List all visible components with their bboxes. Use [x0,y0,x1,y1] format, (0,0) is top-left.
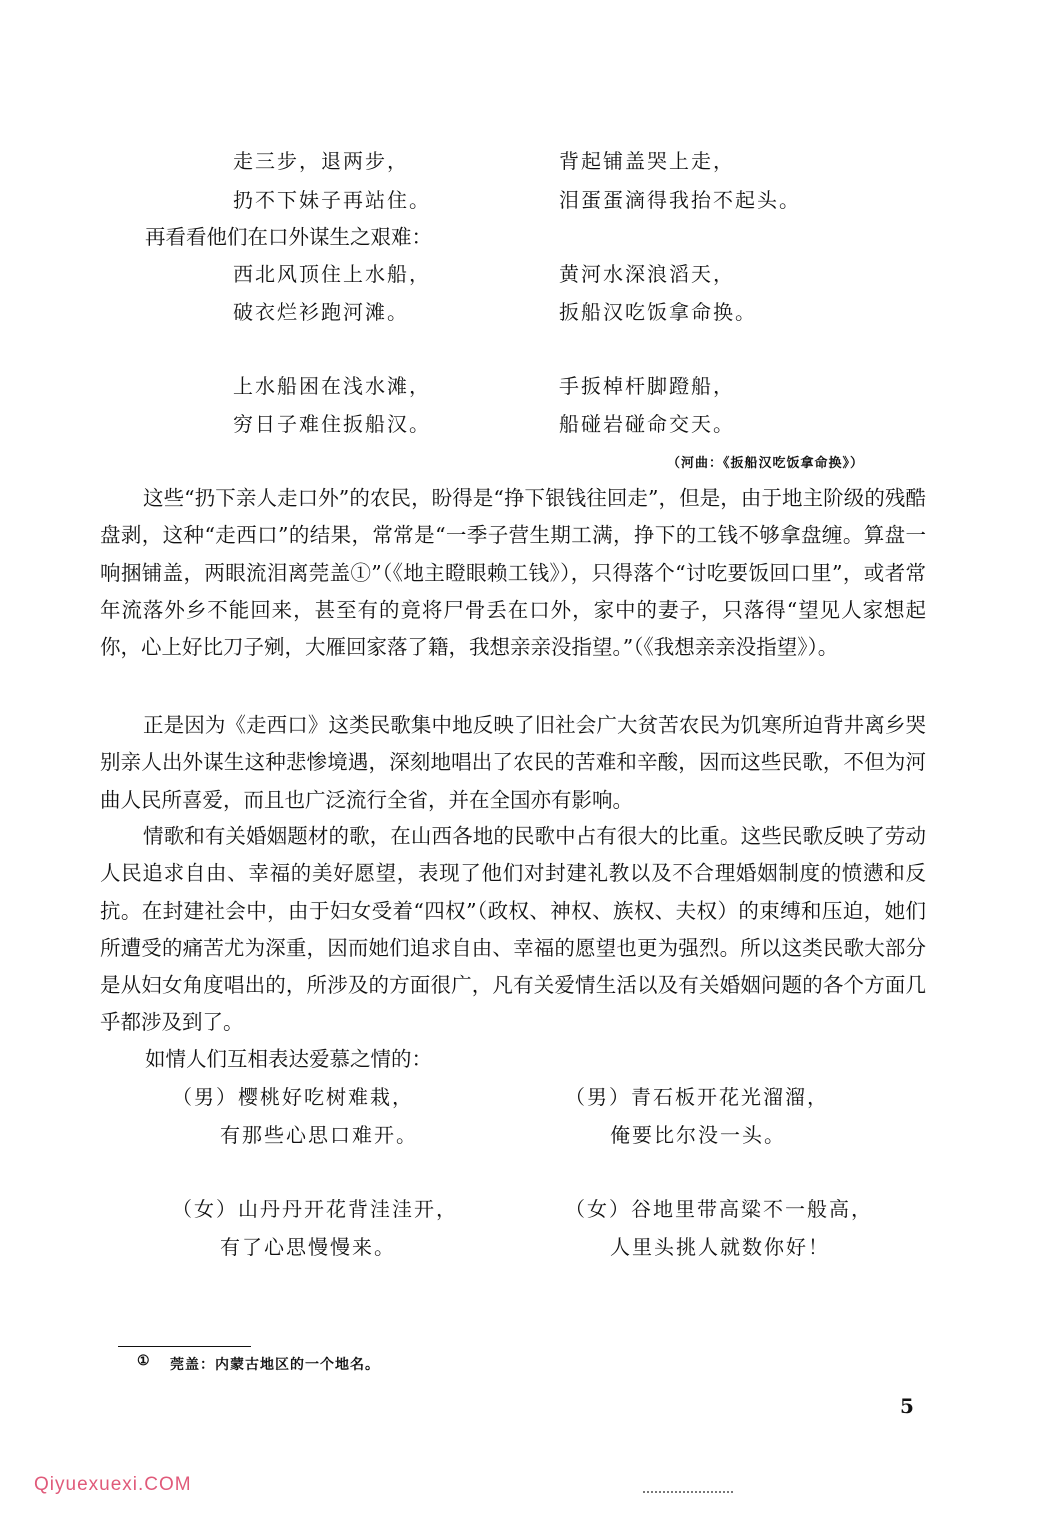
verse-line: 黄河水深浪滔天， [559,262,735,286]
footnote-divider [118,1346,251,1347]
verse-line: 船碰岩碰命交天。 [559,412,735,436]
verse-line: 穷日子难住扳船汉。 [233,412,431,436]
verse-line: 扔不下妹子再站住。 [233,188,431,212]
love-intro: 如情人们互相表达爱慕之情的： [145,1047,432,1071]
verse-line: 手扳棹杆脚蹬船， [559,374,735,398]
verse-line: 西北风顶住上水船， [233,262,431,286]
body-paragraph: 正是因为《走西口》这类民歌集中地反映了旧社会广大贫苦农民为饥寒所迫背井离乡哭别亲人出外谋生这种悲惨境遇，深刻地唱出了农民的苦难和辛酸，因而这些民歌，不但为河曲人民所喜爱，而且也广泛流行全省，并在全国亦有影响。 [100,713,926,812]
verse-line: 有那些心思口难开。 [220,1123,418,1147]
verse-line: 背起铺盖哭上走， [559,149,735,173]
body-paragraph: 情歌和有关婚姻题材的歌，在山西各地的民歌中占有很大的比重。这些民歌反映了劳动人民追求自由、幸福的美好愿望，表现了他们对封建礼教以及不合理婚姻制度的愤懑和反抗。在封建社会中，由于妇女受着“四权”（政权、神权、族权、夫权）的束缚和压迫，她们所遭受的痛苦尤为深重，因而她们追求自由、幸福的愿望也更为强烈。所以这类民歌大部分是从妇女角度唱出的，所涉及的方面很广，凡有关爱情生活以及有关婚姻问题的各个方面几乎都涉及到了。 [100,824,926,1035]
verse-line: 人里头挑人就数你好！ [610,1235,830,1259]
body-paragraph: 这些“扔下亲人走口外”的农民，盼得是“挣下银钱往回走”，但是，由于地主阶级的残酷盘剥，这种“走西口”的结果，常常是“一季子营生期工满，挣下的工钱不够拿盘缠。算盘一响捆铺盖，两眼流泪离莞盖①”（《地主瞪眼赖工钱》），只得落个“讨吃要饭回口里”，或者常年流落外乡不能回来，甚至有的竟将尸骨丢在口外，家中的妻子，只落得“望见人家想起你，心上好比刀子剜，大雁回家落了籍，我想亲亲没指望。”（《我想亲亲没指望》）。 [100,486,926,660]
watermark: Qiyuexuexi.COM [34,1474,192,1495]
verse-line: 有了心思慢慢来。 [220,1235,396,1259]
intro-line: 再看看他们在口外谋生之艰难： [145,225,432,249]
footnote-text: 莞盖：内蒙古地区的一个地名。 [170,1357,380,1373]
verse-line: （女）山丹丹开花背洼洼开， [172,1197,458,1221]
verse-line: 走三步，退两步， [233,149,409,173]
verse-line: 泪蛋蛋滴得我抬不起头。 [559,188,801,212]
footnote-mark: ① [137,1353,150,1369]
verse-line: 扳船汉吃饭拿命换。 [559,300,757,324]
verse-line: （男）青石板开花光溜溜， [565,1085,829,1109]
verse-line: （男）樱桃好吃树难栽， [172,1085,414,1109]
verse-line: 上水船困在浅水滩， [233,374,431,398]
scan-artifact [643,1491,733,1496]
verse-line: （女）谷地里带高粱不一般高， [565,1197,873,1221]
verse-line: 破衣烂衫跑河滩。 [233,300,409,324]
page-number: 5 [900,1394,914,1418]
source-note: （河曲：《扳船汉吃饭拿命换》） [667,456,865,471]
verse-line: 俺要比尔没一头。 [610,1123,786,1147]
